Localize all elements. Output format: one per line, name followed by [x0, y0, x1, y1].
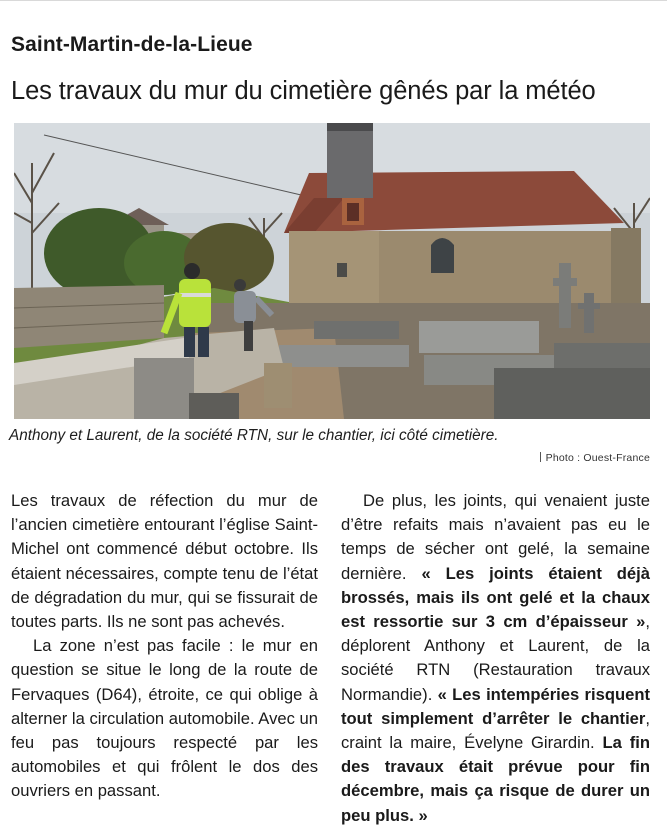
credit-bar: [540, 452, 541, 462]
photo-caption: Anthony et Laurent, de la société RTN, sur le chantier, ici côté cimetière.: [9, 427, 499, 444]
church-worksite-illustration: [14, 123, 650, 419]
text-run: , déplorent Anthony et Laurent, de la société RTN (Restauration travaux Normandie).: [341, 612, 650, 704]
photo-credit: [540, 452, 650, 464]
photo-credit-text: Photo : Ouest-France: [545, 452, 650, 464]
locality-heading: Saint-Martin-de-la-Lieue: [11, 33, 253, 56]
article-column-2: [341, 489, 650, 828]
top-rule: [0, 0, 667, 1]
quote-workers: « Les joints étaient déjà brossés, mais ils ont gelé et la chaux est ressortie sur 3 cm d’épaisseur »: [341, 563, 651, 632]
paragraph-2: La zone n’est pas facile : le mur en question se situe le long de la route de Fervaques (D64), étroite, ce qui oblige à alterner la circulation automobile. Avec un feu pas toujours respecté par les automobiles et qui frôlent le dos des ouvriers en passant.: [11, 636, 318, 801]
paragraph-1: Les travaux de réfection du mur de l’ancien cimetière entourant l’église Saint-Michel ont commencé début octobre. Ils étaient nécessaires, compte tenu de l’état de dégradation du mur, qui se fissurait de toutes parts. Ils ne sont pas achevés.: [11, 491, 318, 632]
quote-mayor: « Les intempéries risquent tout simplement d’arrêter le chantier: [341, 684, 650, 728]
quote-end-date: La fin des travaux était prévue pour fin décembre, mais ça risque de durer un peu plus. »: [341, 733, 651, 825]
article-headline: Les travaux du mur du cimetière gênés par la météo: [11, 77, 596, 105]
article-column-1: [11, 489, 318, 804]
paragraph-3: [341, 489, 650, 828]
text-run: De plus, les joints, qui venaient juste d’être refaits mais n’avaient pas eu le temps de sécher ont gelé, la semaine dernière.: [341, 491, 650, 583]
text-run: , craint la maire, Évelyne Girardin.: [341, 708, 650, 753]
article-photo: [14, 123, 650, 419]
